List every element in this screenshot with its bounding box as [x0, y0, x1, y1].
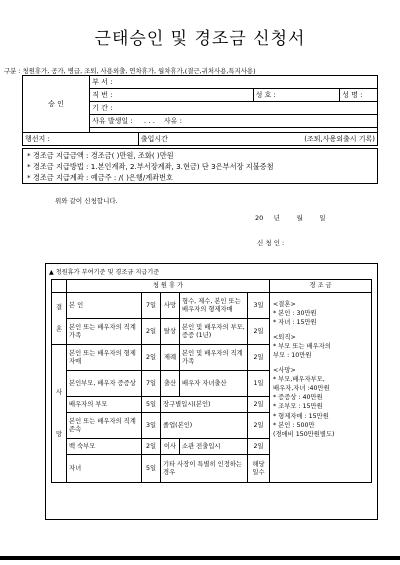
reason-label: 사유 : [163, 116, 183, 125]
row-2-target: 본인 또는 배우자의 직계가족 [67, 319, 142, 345]
row-7-target: 백 숙부모 [67, 439, 142, 455]
money-death-2: 배우자,자녀 :40만원 [273, 385, 330, 393]
side-label-2: 혼 [55, 325, 63, 333]
application-date [255, 213, 326, 222]
payment-account-note: * 경조금 지급계좌 : 예금주 : /( )은행/계좌번호 [27, 173, 173, 182]
corner-cell [52, 280, 67, 293]
row-3-target: 본인 또는 배우자의 형제자매 [67, 345, 142, 371]
row-6-target: 본인 또는 배우자의 직계존속 [67, 413, 142, 439]
row-4-days-b: 1일 [248, 371, 270, 397]
money-retire-1: * 부모 또는 배우자의 [273, 343, 331, 351]
row-2-event: 탈상 [161, 319, 180, 345]
job-number-label: 직 번 : [92, 90, 113, 99]
period-label: 기 간 : [92, 103, 113, 112]
row-5-event: 장구별입시(본인) [161, 397, 248, 413]
row-2-days-b: 2일 [248, 319, 270, 345]
money-retire-title: <퇴직> [273, 334, 296, 342]
reason-cell[interactable] [90, 115, 378, 128]
row-5-target: 배우자의 부모 [67, 397, 142, 413]
row-4-days: 7일 [142, 371, 161, 397]
rank-cell[interactable] [253, 89, 340, 102]
date-month-unit: 월 [296, 214, 303, 222]
date-year-unit: 년 [273, 214, 280, 222]
money-marriage-self: * 본인 : 30만원 [273, 310, 317, 318]
destination-cell[interactable] [23, 133, 139, 146]
standards-table [51, 279, 372, 483]
period-cell[interactable] [90, 102, 378, 115]
applicant-line: 신 청 인 : [257, 239, 285, 247]
row-4-target: 본인부모, 배우자 증증상 [67, 371, 142, 397]
money-marriage-title: <결혼> [273, 301, 296, 308]
row-8-days-b: 해당일수 [248, 455, 270, 483]
standards-box [45, 263, 378, 520]
destination-label: 행선지 : [25, 134, 50, 143]
date-day-unit: 일 [319, 214, 326, 222]
side-label-3: 사 [55, 388, 63, 396]
row-3-event: 제례 [161, 345, 180, 371]
depart-time-cell[interactable] [138, 133, 377, 146]
row-6-event: 졸업(본인) [161, 413, 248, 439]
approval-cell [23, 76, 90, 133]
declaration: 위와 같이 신청합니다. [55, 197, 118, 205]
depart-note: (조퇴,사용외출시 기록) [304, 134, 375, 143]
name-label: 성 명 : [342, 90, 363, 99]
row-3-days: 2일 [142, 345, 161, 371]
row-6-days: 3일 [142, 413, 161, 439]
payment-notes [22, 148, 378, 184]
money-standards [270, 293, 372, 483]
side-label-marriage [52, 293, 67, 345]
row-2-target-b: 본인 및 배우자의 부모, 증증 (1년) [180, 319, 248, 345]
row-5-days-b: 2일 [248, 397, 270, 413]
row-6-days-b: 2일 [248, 413, 270, 439]
row-1-event: 사망 [161, 293, 180, 319]
money-header: 경 조 금 [270, 280, 372, 293]
standards-title: ▲ 청원휴가 부여기준 및 경조금 지급기준 [49, 269, 160, 276]
side-label-1: 결 [55, 304, 63, 312]
section-cell[interactable] [90, 76, 378, 89]
money-death-7: (경애비 150만원별도) [273, 430, 335, 438]
money-death-3: * 증증상 : 40만원 [273, 394, 323, 402]
bottom-bar [0, 556, 400, 560]
section-label: 부 서 : [92, 77, 113, 86]
row-5-days: 5일 [142, 397, 161, 413]
row-1-target-b: 형수, 제수, 본인 또는 배우자의 형제자매 [180, 293, 248, 319]
form-title: 근태승인 및 경조금 신청서 [94, 29, 306, 49]
row-8-event: 기타 사장이 특별히 인정하는 경우 [161, 455, 248, 483]
payment-method-note: * 경조금 지급방법 : 1.본인계좌, 2.부서장계좌, 3.현금) 단 3은부서장 지불증첨 [27, 162, 274, 171]
money-death-1: * 부모,배우자부모, [273, 376, 325, 384]
name-cell[interactable] [340, 89, 378, 102]
row-2-days: 2일 [142, 319, 161, 345]
row-1-days: 7일 [142, 293, 161, 319]
money-retire-2: 부모 : 10만원 [273, 352, 312, 360]
row-4-target-b: 배우자 자녀출산 [180, 371, 248, 397]
row-8-days: 5일 [142, 455, 161, 483]
row-7-target-b: 소관 전출입시 [180, 439, 248, 455]
row-7-days: 2일 [142, 439, 161, 455]
row-4-event: 출산 [161, 371, 180, 397]
row-1-days-b: 3일 [248, 293, 270, 319]
side-label-4: 망 [55, 431, 63, 439]
money-marriage-child: * 자녀 : 15만원 [273, 319, 317, 327]
leave-header: 청 원 휴 가 [67, 280, 270, 293]
row-7-days-b: 2일 [248, 439, 270, 455]
side-label-death [52, 345, 67, 483]
reason-date-label: 사유 발생일 : [92, 116, 133, 125]
money-death-4: * 조부모 : 15만원 [273, 403, 323, 411]
approval-label: 승 인 [48, 99, 64, 108]
payment-amount-note: * 경조금 지급금액 : 경조금( )만원, 조화( )만원 [27, 151, 174, 160]
row-8-target: 자녀 [67, 455, 142, 483]
money-death-title: <사망> [273, 367, 296, 375]
depart-time-label: 출입시간 [140, 134, 168, 143]
job-number-cell[interactable] [90, 89, 253, 102]
application-table [22, 75, 378, 146]
money-death-5: * 형제자매 : 15만원 [273, 412, 329, 420]
date-year: 20 [255, 214, 264, 222]
row-7-event: 이사 [161, 439, 180, 455]
row-3-target-b: 본인 및 배우자의 직계가족 [180, 345, 248, 371]
row-3-days-b: 2일 [248, 345, 270, 371]
reason-date-dots: . . . [143, 116, 155, 125]
leave-kinds-line: 구분 : 청원휴가, 공가, 병급, 조퇴, 사용외출, 연차휴가, 월차휴가,(결근,귀처사용,특지사용) [4, 67, 256, 75]
money-death-6: * 본인 : 500만 [273, 421, 315, 429]
row-1-target: 본 인 [67, 293, 142, 319]
rank-label: 성 호 : [255, 90, 276, 99]
